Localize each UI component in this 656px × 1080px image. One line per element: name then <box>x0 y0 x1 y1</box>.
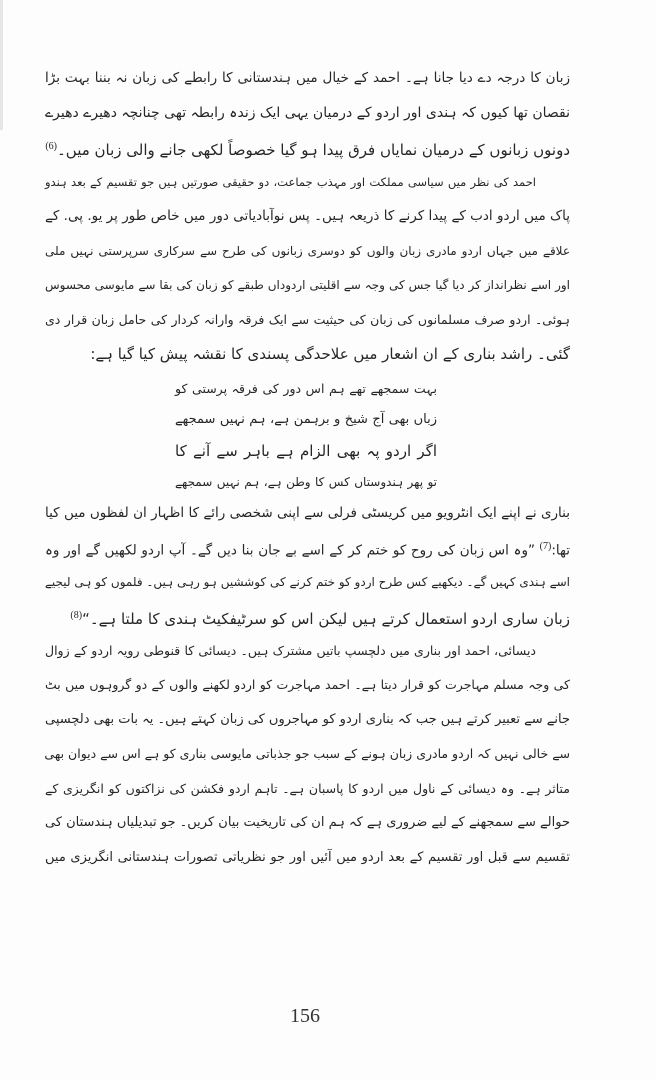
footnote-marker: (7) <box>539 541 552 552</box>
text-line <box>45 270 570 300</box>
line-text: اگر اردو پہ بھی الزام ہے باہر سے آنے کا <box>175 441 437 460</box>
line-text: بناری نے اپنے ایک انٹرویو میں کریسٹی فرلی سے اپنی شخصی رائے کا اظہار ان لفظوں میں کیا <box>45 504 570 521</box>
line-text: متاثر ہے۔ وہ دیسائی کے ناول میں اردو کا پاسبان ہے۔ تاہم اردو فکشن کی نزاکتوں کو انگریزی کے <box>45 780 570 796</box>
line-text: زبان کا درجہ دے دیا جانا ہے۔ احمد کے خیال میں ہندستانی کا رابطے کی زبان نہ بننا بہت بڑا <box>45 70 570 86</box>
line-text: جانے سے تعبیر کرتے ہیں جب کہ بناری اردو کو مہاجروں کی زبان کہتے ہیں۔ یہ بات بھی دلچسپی <box>45 711 570 727</box>
line-text: ہوئی۔ اردو صرف مسلمانوں کی زبان کی حیثیت سے ایک فرقہ وارانہ کردار کی حامل زبان قرار دی <box>45 311 570 327</box>
text-line <box>45 739 570 769</box>
text-line <box>45 601 570 631</box>
line-text: زبان ساری اردو استعمال کرتے ہیں لیکن اس کو سرٹیفکیٹ ہندی کا ملتا ہے۔“ <box>82 610 570 628</box>
line-text: سے خالی نہیں کہ اردو مادری زبان ہونے کے سبب جو جذباتی مایوسی بناری کو ہے اس سے دیوان بھی <box>44 746 570 761</box>
line-text: تقسیم سے قبل اور تقسیم کے بعد اردو میں آئیں اور جو نظریاتی تصورات ہندستانی انگریزی میں <box>45 849 570 865</box>
text-line <box>45 808 570 838</box>
text-line <box>45 843 570 873</box>
line-text: پاک میں اردو ادب کے پیدا کرنے کا ذریعہ ہیں۔ پس نوآبادیاتی دور میں خاص طور پر یو. پی. کے <box>45 208 570 224</box>
line-text: علاقے میں جہاں اردو مادری زبان والوں کو دوسری زبانوں کی طرح سے سرکاری سرپرستی نہیں ملی <box>45 243 570 258</box>
text-line <box>45 167 570 197</box>
line-text: کی وجہ مسلم مہاجرت کو قرار دیتا ہے۔ احمد مہاجرت کو اردو لکھنے والوں کے دو گروہوں میں بٹ <box>45 677 570 692</box>
line-text: نقصان تھا کیوں کہ ہندی اور اردو کے درمیان یہی ایک زندہ رابطہ تھی چنانچہ دھیرے دھیرے <box>44 104 570 121</box>
text-line <box>45 305 570 335</box>
footnote-marker: (6) <box>45 141 57 152</box>
text-line <box>45 774 570 804</box>
line-text: تو پھر ہندوستاں کس کا وطن ہے، ہم نہیں سمجھے <box>175 474 437 489</box>
scan-edge <box>0 0 3 130</box>
verse-line <box>175 467 437 497</box>
page-number: 156 <box>290 1005 320 1027</box>
line-text: دونوں زبانوں کے درمیان نمایاں فرق پیدا ہو گیا خصوصاً لکھی جانے والی زبان میں۔ <box>57 141 570 159</box>
verse-line <box>175 374 437 404</box>
line-text: گئی۔ راشد بناری کے ان اشعار میں علاحدگی پسندی کا نقشہ پیش کیا گیا ہے: <box>90 345 570 363</box>
line-text: زباں بھی آج شیخ و برہمن ہے، ہم نہیں سمجھے <box>175 411 437 427</box>
text-line <box>45 63 570 93</box>
text-line <box>45 498 570 528</box>
line-text: حوالے سے سمجھنے کے لیے ضروری ہے کہ ہم ان کی تاریخیت بیان کریں۔ جو تبدیلیاں ہندستان کی <box>44 815 570 830</box>
text-line <box>45 98 570 128</box>
text-line <box>45 339 570 369</box>
text-line <box>45 670 570 700</box>
text-line <box>45 532 570 562</box>
text-line <box>45 705 570 735</box>
line-text: اور اسے نظرانداز کر دیا گیا جس کی وجہ سے اقلیتی اردوداں طبقے کو زبان کی بقا سے مایوسی محسوس <box>45 278 570 292</box>
text-line <box>45 567 570 597</box>
line-text: دیسائی، احمد اور بناری میں دلچسپ باتیں مشترک ہیں۔ دیسائی کا قنوطی رویہ اردو کے زوال <box>45 642 536 658</box>
verse-line <box>175 405 437 435</box>
text-line <box>45 636 570 666</box>
line-text: احمد کی نظر میں سیاسی مملکت اور مہذب جماعت، دو حقیقی صورتیں ہیں جو تقسیم کے بعد ہندو <box>45 174 536 189</box>
line-text: بہت سمجھے تھے ہم اس دور کی فرقہ پرستی کو <box>175 380 437 396</box>
text-line <box>45 132 570 162</box>
line-text: اسے ہندی کہیں گے۔ دیکھیے کس طرح اردو کو ختم کرنے کی کوششیں ہو رہی ہیں۔ فلموں کو ہی لیجیے <box>44 574 570 589</box>
text-line <box>45 201 570 231</box>
verse-line <box>175 436 437 466</box>
line-text: ”وہ اس زبان کی روح کو ختم کر کے اسے بے جان بنا دیں گے۔ آپ اردو لکھیں گے اور وہ <box>45 542 535 559</box>
text-line <box>45 236 570 266</box>
line-prefix: تھا: <box>551 542 570 559</box>
footnote-marker: (8) <box>70 610 83 621</box>
